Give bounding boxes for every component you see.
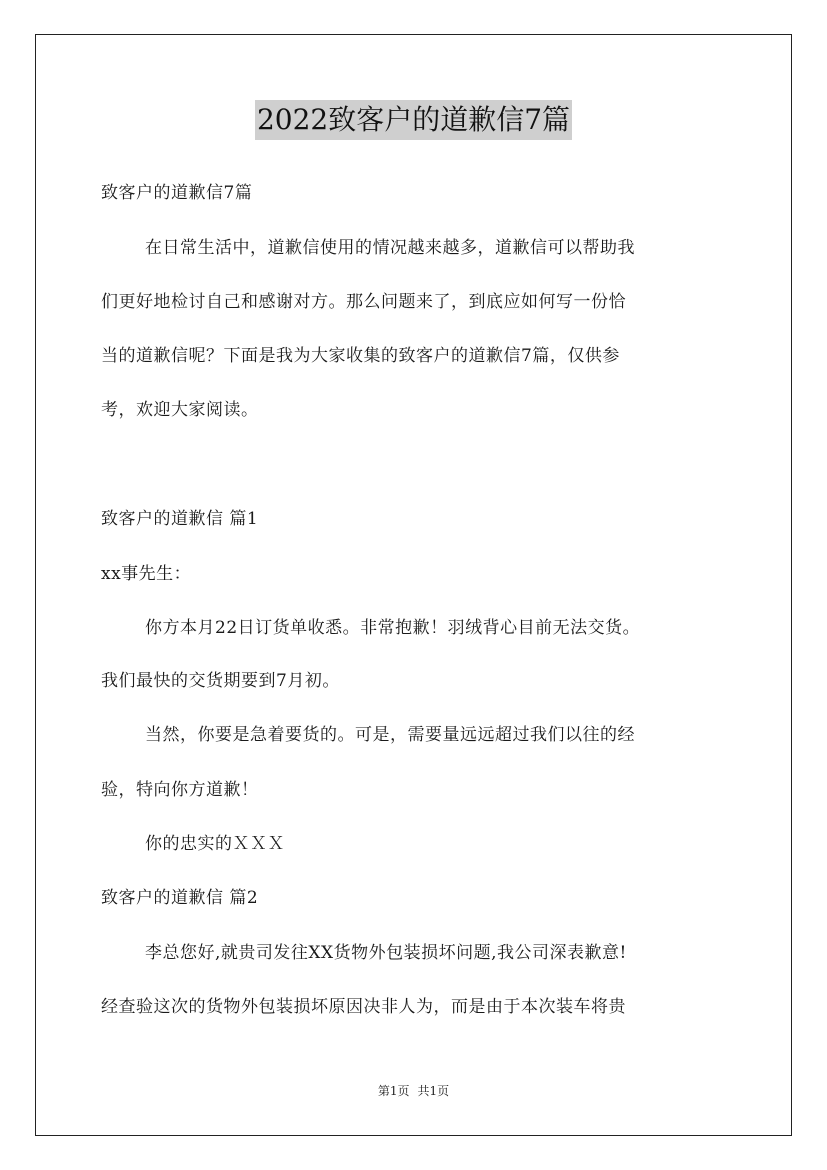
section1-signature: 你的忠实的ＸＸＸ bbox=[145, 834, 285, 854]
section1-line: 当然，你要是急着要货的。可是，需要量远远超过我们以往的经 bbox=[145, 725, 635, 745]
section1-line: 我们最快的交货期要到7月初。 bbox=[101, 671, 340, 691]
section2-line: 李总您好,就贵司发往XX货物外包装损坏问题,我公司深表歉意! bbox=[145, 943, 627, 963]
section1-line: 验，特向你方道歉！ bbox=[101, 780, 259, 800]
section2-line: 经查验这次的货物外包装损坏原因决非人为，而是由于本次装车将贵 bbox=[101, 997, 626, 1017]
section2-heading: 致客户的道歉信 篇2 bbox=[101, 888, 259, 908]
title-wrapper bbox=[0, 100, 827, 140]
intro-line: 在日常生活中，道歉信使用的情况越来越多，道歉信可以帮助我 bbox=[145, 238, 635, 258]
document-subtitle: 致客户的道歉信7篇 bbox=[101, 183, 253, 203]
page-total: 共1页 bbox=[417, 1084, 450, 1098]
intro-line: 当的道歉信呢？下面是我为大家收集的致客户的道歉信7篇，仅供参 bbox=[101, 346, 620, 366]
intro-line: 考，欢迎大家阅读。 bbox=[101, 400, 259, 420]
page-footer bbox=[0, 1083, 827, 1099]
section1-salutation: xx事先生： bbox=[101, 564, 192, 584]
intro-line: 们更好地检讨自己和感谢对方。那么问题来了，到底应如何写一份恰 bbox=[101, 292, 626, 312]
document-title: 2022致客户的道歉信7篇 bbox=[255, 100, 572, 140]
page-number: 第1页 bbox=[377, 1084, 410, 1098]
section1-line: 你方本月22日订货单收悉。非常抱歉！羽绒背心目前无法交货。 bbox=[145, 618, 641, 638]
section1-heading: 致客户的道歉信 篇1 bbox=[101, 509, 259, 529]
